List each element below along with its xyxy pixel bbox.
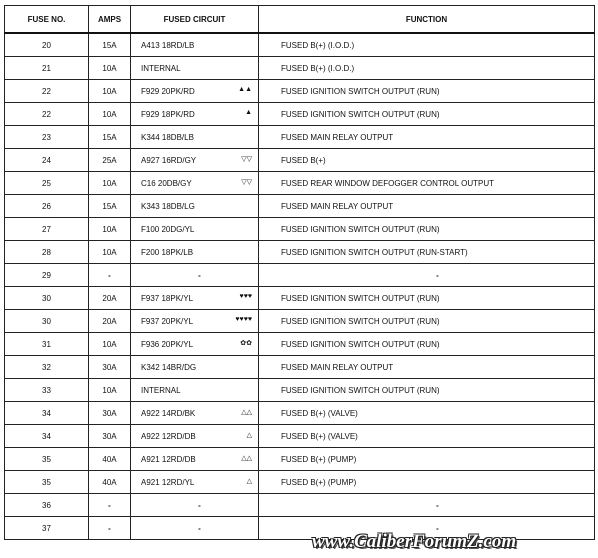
fused-circuit-cell-text: F937 18PK/YL xyxy=(141,293,194,303)
fuse-number-cell-text: 27 xyxy=(42,224,51,234)
fuse-number-cell xyxy=(5,218,89,241)
function-cell xyxy=(259,241,595,264)
function-cell-text: FUSED B(+) (I.O.D.) xyxy=(281,63,355,73)
fuse-number-cell-text: 29 xyxy=(42,270,51,280)
function-cell xyxy=(259,33,595,57)
amps-cell-text: 30A xyxy=(102,408,117,418)
fuse-number-cell xyxy=(5,448,89,471)
fused-circuit-cell-text: F937 20PK/YL xyxy=(141,316,194,326)
fuse-number-cell-text: 22 xyxy=(42,109,51,119)
fused-circuit-cell-text: K344 18DB/LB xyxy=(141,132,194,142)
header-fused-circuit: FUSED CIRCUIT xyxy=(131,6,259,34)
fused-circuit-cell xyxy=(131,57,259,80)
amps-cell xyxy=(89,517,131,540)
table-row xyxy=(5,425,595,448)
fuse-number-cell-text: 35 xyxy=(42,454,51,464)
circuit-symbol-icon: △△ xyxy=(241,409,252,416)
fuse-number-cell-text: 34 xyxy=(42,408,51,418)
amps-cell-text: 10A xyxy=(102,385,117,395)
fused-circuit-cell xyxy=(131,333,259,356)
fused-circuit-cell-text: - xyxy=(198,523,201,533)
fused-circuit-cell xyxy=(131,103,259,126)
table-row xyxy=(5,494,595,517)
fused-circuit-cell xyxy=(131,195,259,218)
function-cell-text: FUSED MAIN RELAY OUTPUT xyxy=(281,132,394,142)
fuse-number-cell xyxy=(5,287,89,310)
function-cell xyxy=(259,356,595,379)
fuse-number-cell xyxy=(5,310,89,333)
fused-circuit-cell xyxy=(131,310,259,333)
amps-cell xyxy=(89,264,131,287)
fuse-number-cell xyxy=(5,494,89,517)
table-row xyxy=(5,264,595,287)
amps-cell-text: 10A xyxy=(102,86,117,96)
function-cell xyxy=(259,471,595,494)
table-row xyxy=(5,356,595,379)
function-cell xyxy=(259,80,595,103)
amps-cell xyxy=(89,425,131,448)
fused-circuit-cell-text: A921 12RD/DB xyxy=(141,454,196,464)
fuse-number-cell-text: 35 xyxy=(42,477,51,487)
amps-cell-text: 15A xyxy=(102,201,117,211)
fuse-number-cell xyxy=(5,402,89,425)
circuit-symbol-icon: ✿✿ xyxy=(240,340,252,347)
amps-cell-text: 20A xyxy=(102,293,117,303)
amps-cell-text: 40A xyxy=(102,477,117,487)
circuit-symbol-icon: ♥♥♥♥ xyxy=(235,316,252,323)
amps-cell-text: 15A xyxy=(102,132,117,142)
function-cell xyxy=(259,494,595,517)
fused-circuit-cell xyxy=(131,425,259,448)
amps-cell-text: 30A xyxy=(102,362,117,372)
fused-circuit-cell-text: A413 18RD/LB xyxy=(141,40,195,50)
function-cell xyxy=(259,379,595,402)
amps-cell xyxy=(89,195,131,218)
amps-cell-text: 20A xyxy=(102,316,117,326)
fuse-number-cell xyxy=(5,103,89,126)
amps-cell xyxy=(89,126,131,149)
header-amps: AMPS xyxy=(89,6,131,34)
table-row xyxy=(5,287,595,310)
fuse-number-cell xyxy=(5,126,89,149)
amps-cell xyxy=(89,241,131,264)
fuse-number-cell-text: 25 xyxy=(42,178,51,188)
table-row xyxy=(5,402,595,425)
fused-circuit-cell-text: F200 18PK/LB xyxy=(141,247,194,257)
fused-circuit-cell xyxy=(131,287,259,310)
fuse-number-cell-text: 30 xyxy=(42,293,51,303)
header-fuse-no: FUSE NO. xyxy=(5,6,89,34)
amps-cell xyxy=(89,310,131,333)
fuse-number-cell-text: 23 xyxy=(42,132,51,142)
fuse-number-cell xyxy=(5,80,89,103)
function-cell xyxy=(259,195,595,218)
fused-circuit-cell-text: F929 20PK/RD xyxy=(141,86,195,96)
fused-circuit-cell xyxy=(131,379,259,402)
header-function: FUNCTION xyxy=(259,6,595,34)
function-cell xyxy=(259,425,595,448)
function-cell-text: FUSED B(+) xyxy=(281,155,326,165)
function-cell-text: FUSED B(+) (VALVE) xyxy=(281,408,358,418)
amps-cell xyxy=(89,471,131,494)
fuse-number-cell-text: 26 xyxy=(42,201,51,211)
function-cell-text: FUSED IGNITION SWITCH OUTPUT (RUN) xyxy=(281,224,440,234)
fused-circuit-cell-text: F100 20DG/YL xyxy=(141,224,195,234)
fused-circuit-cell-text: F929 18PK/RD xyxy=(141,109,195,119)
function-cell xyxy=(259,103,595,126)
fused-circuit-cell-text: A922 14RD/BK xyxy=(141,408,196,418)
fused-circuit-cell xyxy=(131,172,259,195)
function-cell xyxy=(259,264,595,287)
amps-cell-text: 40A xyxy=(102,454,117,464)
fuse-number-cell xyxy=(5,195,89,218)
amps-cell xyxy=(89,80,131,103)
fused-circuit-cell-text: A927 16RD/GY xyxy=(141,155,197,165)
circuit-symbol-icon: ♥♥♥ xyxy=(239,293,252,300)
function-cell-text: - xyxy=(436,500,439,510)
amps-cell xyxy=(89,356,131,379)
table-row xyxy=(5,448,595,471)
amps-cell xyxy=(89,402,131,425)
circuit-symbol-icon: △△ xyxy=(241,455,252,462)
amps-cell-text: 10A xyxy=(102,247,117,257)
function-cell-text: - xyxy=(436,523,439,533)
function-cell-text: FUSED B(+) (PUMP) xyxy=(281,477,357,487)
function-cell xyxy=(259,149,595,172)
fuse-number-cell-text: 21 xyxy=(42,63,51,73)
fuse-number-cell xyxy=(5,356,89,379)
fused-circuit-cell xyxy=(131,517,259,540)
function-cell xyxy=(259,57,595,80)
function-cell xyxy=(259,402,595,425)
amps-cell-text: 10A xyxy=(102,224,117,234)
function-cell-text: - xyxy=(436,270,439,280)
fused-circuit-cell xyxy=(131,218,259,241)
amps-cell xyxy=(89,448,131,471)
fuse-number-cell xyxy=(5,57,89,80)
fused-circuit-cell-text: K343 18DB/LG xyxy=(141,201,195,211)
circuit-symbol-icon: ▲▲ xyxy=(238,86,252,93)
fuse-number-cell xyxy=(5,264,89,287)
fused-circuit-cell xyxy=(131,241,259,264)
fused-circuit-cell xyxy=(131,356,259,379)
function-cell-text: FUSED IGNITION SWITCH OUTPUT (RUN) xyxy=(281,385,440,395)
function-cell xyxy=(259,126,595,149)
table-row xyxy=(5,103,595,126)
fuse-number-cell-text: 24 xyxy=(42,155,51,165)
function-cell-text: FUSED IGNITION SWITCH OUTPUT (RUN-START) xyxy=(281,247,468,257)
amps-cell xyxy=(89,287,131,310)
watermark-text: www.CaliberForumZ.com xyxy=(312,531,517,552)
fused-circuit-cell-text: K342 14BR/DG xyxy=(141,362,197,372)
amps-cell xyxy=(89,218,131,241)
table-row xyxy=(5,33,595,57)
table-header xyxy=(5,6,595,34)
amps-cell xyxy=(89,103,131,126)
fused-circuit-cell xyxy=(131,471,259,494)
table-row xyxy=(5,310,595,333)
amps-cell-text: - xyxy=(108,270,111,280)
fuse-table xyxy=(4,5,595,540)
amps-cell xyxy=(89,172,131,195)
fuse-number-cell xyxy=(5,241,89,264)
function-cell-text: FUSED IGNITION SWITCH OUTPUT (RUN) xyxy=(281,293,440,303)
fused-circuit-cell xyxy=(131,126,259,149)
header-row xyxy=(5,6,595,34)
amps-cell-text: 15A xyxy=(102,40,117,50)
function-cell-text: FUSED IGNITION SWITCH OUTPUT (RUN) xyxy=(281,86,440,96)
fused-circuit-cell-text: A921 12RD/YL xyxy=(141,477,195,487)
function-cell xyxy=(259,287,595,310)
fuse-number-cell-text: 32 xyxy=(42,362,51,372)
function-cell-text: FUSED MAIN RELAY OUTPUT xyxy=(281,201,394,211)
amps-cell-text: - xyxy=(108,500,111,510)
table-row xyxy=(5,195,595,218)
fuse-number-cell-text: 36 xyxy=(42,500,51,510)
function-cell-text: FUSED IGNITION SWITCH OUTPUT (RUN) xyxy=(281,339,440,349)
fuse-number-cell xyxy=(5,333,89,356)
function-cell-text: FUSED B(+) (VALVE) xyxy=(281,431,358,441)
amps-cell-text: 10A xyxy=(102,178,117,188)
function-cell-text: FUSED B(+) (PUMP) xyxy=(281,454,357,464)
amps-cell-text: - xyxy=(108,523,111,533)
fused-circuit-cell xyxy=(131,448,259,471)
fused-circuit-cell xyxy=(131,80,259,103)
amps-cell xyxy=(89,33,131,57)
fused-circuit-cell xyxy=(131,494,259,517)
fused-circuit-cell-text: C16 20DB/GY xyxy=(141,178,192,188)
function-cell-text: FUSED IGNITION SWITCH OUTPUT (RUN) xyxy=(281,109,440,119)
amps-cell xyxy=(89,379,131,402)
fused-circuit-cell-text: A922 12RD/DB xyxy=(141,431,196,441)
amps-cell-text: 10A xyxy=(102,339,117,349)
amps-cell-text: 10A xyxy=(102,109,117,119)
function-cell-text: FUSED MAIN RELAY OUTPUT xyxy=(281,362,394,372)
fused-circuit-cell-text: - xyxy=(198,270,201,280)
fuse-number-cell xyxy=(5,33,89,57)
table-row xyxy=(5,172,595,195)
amps-cell xyxy=(89,57,131,80)
fuse-number-cell-text: 31 xyxy=(42,339,51,349)
table-row xyxy=(5,126,595,149)
circuit-symbol-icon: ▽▽ xyxy=(241,179,252,186)
table-row xyxy=(5,57,595,80)
amps-cell-text: 30A xyxy=(102,431,117,441)
circuit-symbol-icon: △ xyxy=(246,432,252,439)
fuse-number-cell xyxy=(5,425,89,448)
table-row xyxy=(5,149,595,172)
fused-circuit-cell xyxy=(131,33,259,57)
table-row xyxy=(5,471,595,494)
table-row xyxy=(5,80,595,103)
fuse-number-cell-text: 30 xyxy=(42,316,51,326)
fused-circuit-cell-text: - xyxy=(198,500,201,510)
fused-circuit-cell-text: F936 20PK/YL xyxy=(141,339,194,349)
amps-cell xyxy=(89,494,131,517)
function-cell xyxy=(259,310,595,333)
fuse-number-cell-text: 28 xyxy=(42,247,51,257)
fuse-number-cell xyxy=(5,149,89,172)
fused-circuit-cell-text: INTERNAL xyxy=(141,63,181,73)
function-cell xyxy=(259,333,595,356)
amps-cell xyxy=(89,333,131,356)
function-cell-text: FUSED B(+) (I.O.D.) xyxy=(281,40,355,50)
fuse-number-cell-text: 33 xyxy=(42,385,51,395)
function-cell-text: FUSED IGNITION SWITCH OUTPUT (RUN) xyxy=(281,316,440,326)
fuse-number-cell xyxy=(5,379,89,402)
amps-cell-text: 25A xyxy=(102,155,117,165)
fuse-number-cell-text: 20 xyxy=(42,40,51,50)
fused-circuit-cell xyxy=(131,402,259,425)
fused-circuit-cell xyxy=(131,264,259,287)
amps-cell-text: 10A xyxy=(102,63,117,73)
circuit-symbol-icon: ▲ xyxy=(245,109,252,116)
amps-cell xyxy=(89,149,131,172)
fused-circuit-cell xyxy=(131,149,259,172)
fuse-number-cell xyxy=(5,172,89,195)
fuse-number-cell xyxy=(5,517,89,540)
fuse-number-cell xyxy=(5,471,89,494)
function-cell xyxy=(259,172,595,195)
fused-circuit-cell-text: INTERNAL xyxy=(141,385,181,395)
function-cell xyxy=(259,218,595,241)
table-row xyxy=(5,379,595,402)
function-cell xyxy=(259,448,595,471)
table-body xyxy=(5,33,595,540)
fuse-number-cell-text: 22 xyxy=(42,86,51,96)
circuit-symbol-icon: ▽▽ xyxy=(241,156,252,163)
table-row xyxy=(5,241,595,264)
fuse-number-cell-text: 37 xyxy=(42,523,51,533)
table-row xyxy=(5,218,595,241)
circuit-symbol-icon: △ xyxy=(246,478,252,485)
function-cell-text: FUSED REAR WINDOW DEFOGGER CONTROL OUTPUT xyxy=(281,178,495,188)
table-row xyxy=(5,333,595,356)
fuse-number-cell-text: 34 xyxy=(42,431,51,441)
